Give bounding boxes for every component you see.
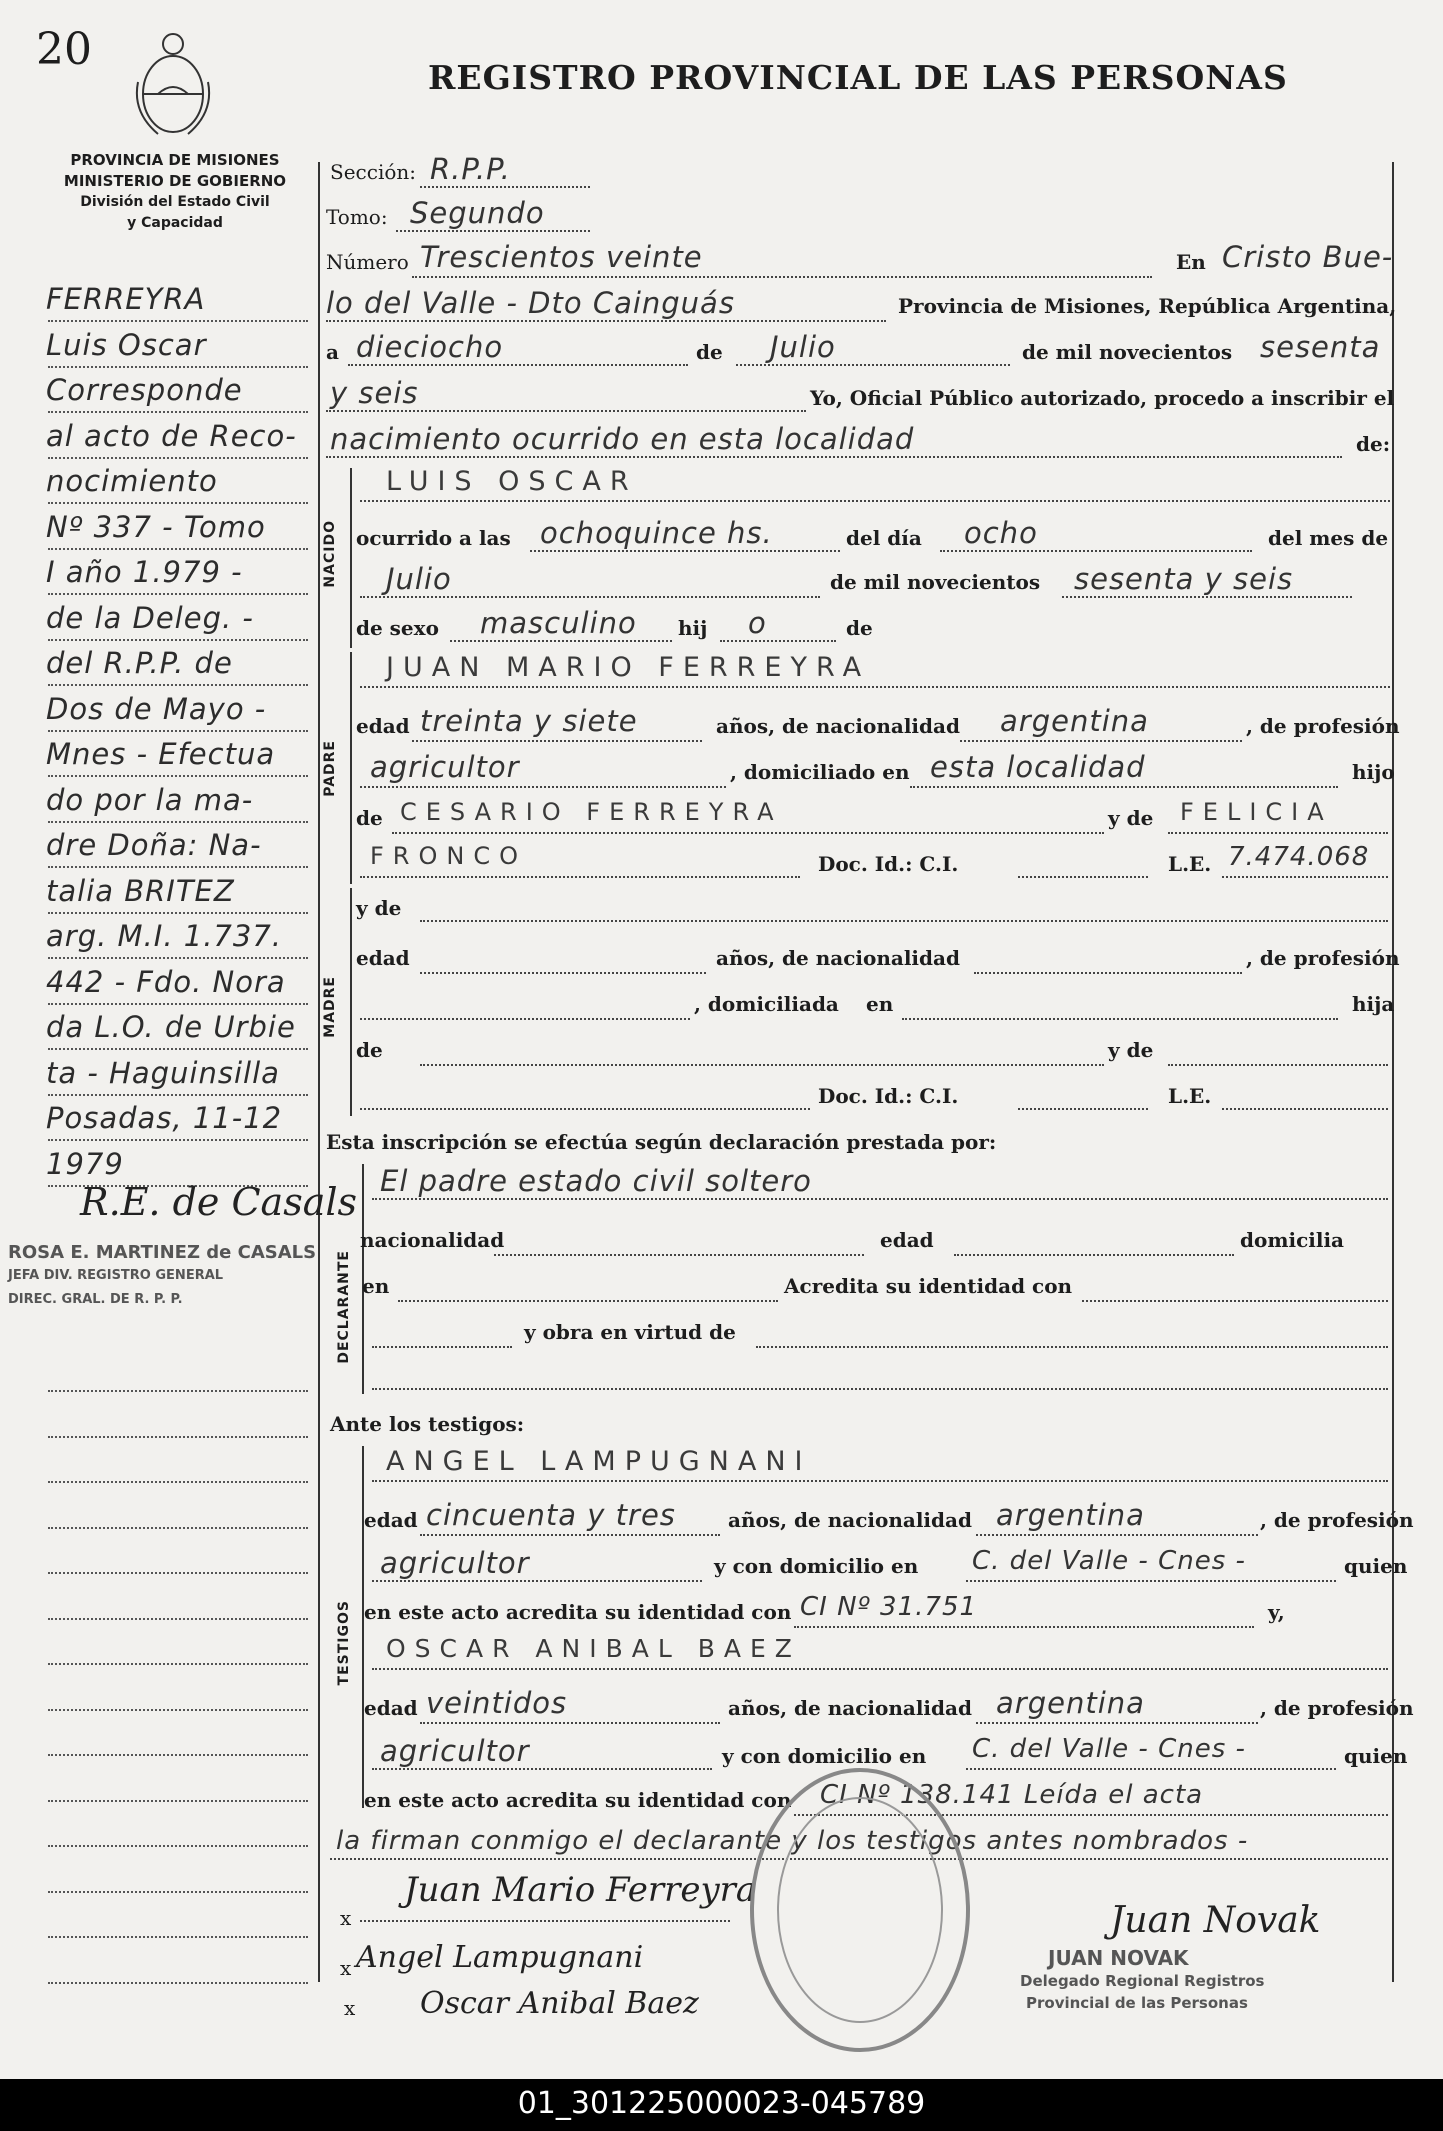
madre-domiciliada-label: , domiciliada	[694, 992, 839, 1016]
padre-nombre: JUAN MARIO FERREYRA	[386, 652, 871, 683]
testigo1-nombre: ANGEL LAMPUGNANI	[386, 1446, 812, 1477]
margin-rule	[48, 411, 308, 413]
margin-rule	[48, 366, 308, 368]
margin-rule	[48, 1527, 308, 1529]
testigos-intro: Ante los testigos:	[330, 1412, 525, 1436]
margin-note-line: 1979	[46, 1146, 124, 1181]
padre-edad-label: edad	[356, 714, 410, 738]
testigo1-quien-label: quien	[1344, 1554, 1408, 1578]
padre-tag: PADRE	[322, 740, 338, 797]
coat-of-arms-icon	[128, 22, 218, 142]
padre-brace	[350, 652, 352, 884]
declarante-edad-line	[954, 1254, 1234, 1256]
madre-de-label: de	[356, 1038, 383, 1062]
declarante-virtud-label: y obra en virtud de	[524, 1320, 736, 1344]
margin-note-line: FERREYRA	[46, 282, 206, 316]
numero-line	[412, 276, 1152, 278]
margin-note-line: talia BRITEZ	[46, 873, 235, 908]
margin-note-line: de la Deleg. -	[46, 600, 254, 635]
madre-anos-label: años, de nacionalidad	[716, 946, 960, 970]
office-line-3: División del Estado Civil	[80, 194, 270, 210]
testigo2-profesion-value: agricultor	[380, 1734, 530, 1768]
tomo-line	[396, 230, 590, 232]
testigo1-y-label: y,	[1268, 1600, 1285, 1624]
official-seal-stamp	[740, 1760, 980, 2060]
margin-note-line: do por la ma-	[46, 782, 254, 817]
margin-note-line: ta - Haguinsilla	[46, 1055, 280, 1090]
madre-extra-line	[360, 1108, 810, 1110]
padre-profesion-line	[360, 786, 726, 788]
madre-tag: MADRE	[322, 976, 338, 1038]
nacido-nombre-line	[360, 500, 1390, 502]
margin-stamp-line-1: ROSA E. MARTINEZ de CASALS	[8, 1242, 317, 1263]
official-title-1: Delegado Regional Registros	[1020, 1972, 1265, 1990]
padre-le-line	[1222, 876, 1388, 878]
en-value-1: Cristo Bue-	[1222, 240, 1394, 274]
acto-line	[326, 456, 1342, 458]
numero-label: Número	[326, 250, 409, 274]
testigo2-edad-line	[420, 1722, 720, 1724]
padre-y-de-label: y de	[1108, 806, 1154, 830]
abuelo-paterno-line	[392, 832, 1104, 834]
tomo-label: Tomo:	[326, 205, 388, 229]
testigo1-edad-line	[420, 1534, 720, 1536]
margin-rule	[48, 457, 308, 459]
padre-domicilio-line	[910, 786, 1338, 788]
testigo1-profesion-label: , de profesión	[1260, 1508, 1414, 1532]
official-title-2: Provincial de las Personas	[1026, 1994, 1248, 2012]
margin-rule	[48, 1481, 308, 1483]
closing-text: la firman conmigo el declarante y los testigos antes nombrados -	[336, 1826, 1249, 1856]
nacido-dia-line	[940, 550, 1252, 552]
en-line	[326, 320, 886, 322]
office-line-1: PROVINCIA DE MISIONES	[70, 151, 280, 169]
margin-rule	[48, 730, 308, 732]
margin-note-line: Corresponde	[46, 373, 243, 407]
del-dia-label: del día	[846, 526, 922, 550]
mark-2: x	[340, 1956, 352, 1980]
testigo1-domicilio-value: C. del Valle - Cnes -	[972, 1546, 1246, 1576]
document-id: 01_301225000023-045789	[517, 2086, 926, 2121]
madre-y-de-label: y de	[356, 896, 402, 920]
seccion-value: R.P.P.	[430, 152, 511, 186]
declarante-edad-label: edad	[880, 1228, 934, 1252]
margin-rule	[48, 1663, 308, 1665]
margin-rule	[48, 957, 308, 959]
margin-note-line: 442 - Fdo. Nora	[46, 964, 286, 999]
margin-note-line: Nº 337 - Tomo	[46, 509, 266, 544]
margin-rule	[48, 1936, 308, 1938]
anio-value-2: y seis	[330, 376, 419, 410]
testigo2-edad-value: veintidos	[426, 1686, 568, 1720]
testigo2-anos-label: años, de nacionalidad	[728, 1696, 972, 1720]
testigo1-edad-value: cincuenta y tres	[426, 1498, 676, 1532]
testigo2-quien-label: quien	[1344, 1744, 1408, 1768]
testigo2-profesion-line	[372, 1768, 712, 1770]
hora-value: ochoquince hs.	[540, 516, 773, 550]
margin-rule	[48, 1094, 308, 1096]
nacido-mes-line	[360, 596, 820, 598]
madre-profesion-line	[360, 1018, 690, 1020]
provincia-text: Provincia de Misiones, República Argentina,	[898, 294, 1397, 318]
dia-line	[348, 364, 688, 366]
madre-domicilio-line	[902, 1018, 1338, 1020]
testigo2-domicilio-value: C. del Valle - Cnes -	[972, 1734, 1246, 1764]
nacido-dia-value: ocho	[964, 516, 1038, 550]
del-mes-label: del mes de	[1268, 526, 1389, 550]
acto-value: nacimiento ocurrido en esta localidad	[330, 422, 915, 456]
margin-rule	[48, 821, 308, 823]
testigo2-edad-label: edad	[364, 1696, 418, 1720]
issuing-office	[40, 150, 310, 234]
official-signature: Juan Novak	[1110, 1900, 1321, 1941]
declarante-acredita-line	[1082, 1300, 1388, 1302]
declarante-intro: Esta inscripción se efectúa según declaración prestada por:	[326, 1130, 997, 1154]
office-line-4: y Capacidad	[127, 215, 223, 231]
nacido-anio-value: sesenta y seis	[1074, 562, 1294, 596]
testigo1-nacionalidad-value: argentina	[996, 1498, 1145, 1532]
madre-le-line	[1222, 1108, 1388, 1110]
margin-note-line: del R.P.P. de	[46, 646, 233, 680]
margin-stamp-line-3: DIREC. GRAL. DE R. P. P.	[8, 1292, 183, 1307]
office-line-2: MINISTERIO DE GOBIERNO	[63, 172, 287, 190]
nacido-nombre: LUIS OSCAR	[386, 466, 638, 497]
madre-en-label: en	[866, 992, 894, 1016]
margin-note-line: nocimiento	[46, 464, 218, 498]
margin-rule	[48, 1891, 308, 1893]
declarante-acredita-label: Acredita su identidad con	[784, 1274, 1073, 1298]
padre-domicilio-value: esta localidad	[930, 750, 1146, 784]
testigos-brace	[362, 1446, 364, 1808]
testigos-tag: TESTIGOS	[336, 1600, 352, 1686]
declarante-nacionalidad-line	[494, 1254, 864, 1256]
margin-rule	[48, 1754, 308, 1756]
signature-line-1	[360, 1920, 730, 1922]
testigo2-domicilio-line	[966, 1768, 1336, 1770]
abuela-materna-line	[1168, 1064, 1388, 1066]
margin-rule	[48, 1003, 308, 1005]
madre-edad-line	[420, 972, 706, 974]
anio-value-1: sesenta	[1260, 330, 1381, 364]
seccion-label: Sección:	[330, 160, 416, 184]
madre-y-de-label-2: y de	[1108, 1038, 1154, 1062]
padre-nombre-line	[360, 686, 1390, 688]
margin-rule	[48, 1709, 308, 1711]
nacido-mes-value: Julio	[386, 562, 452, 596]
margin-rule	[48, 912, 308, 914]
padre-edad-line	[412, 740, 702, 742]
margin-rule	[48, 1139, 308, 1141]
abuelo-materno-line	[420, 1064, 1104, 1066]
de-label: de	[696, 340, 723, 364]
padre-de-label: de	[356, 806, 383, 830]
padre-domiciliado-label: , domiciliado en	[730, 760, 910, 784]
oficial-text: Yo, Oficial Público autorizado, procedo a inscribir el	[810, 386, 1395, 410]
margin-rule	[48, 866, 308, 868]
testigo1-acredita-label: en este acto acredita su identidad con	[364, 1600, 792, 1624]
testigo1-profesion-value: agricultor	[380, 1546, 530, 1580]
margin-note-line: Dos de Mayo -	[46, 691, 267, 726]
declarante-obra-pre-line	[372, 1346, 512, 1348]
document-title: REGISTRO PROVINCIAL DE LAS PERSONAS	[428, 58, 1288, 97]
declarante-virtud-line	[756, 1346, 1388, 1348]
mil-label: de mil novecientos	[1022, 340, 1233, 364]
abuela-paterna-1: FELICIA	[1180, 798, 1333, 826]
margin-rule	[48, 548, 308, 550]
declarante-nacionalidad-label: nacionalidad	[360, 1228, 505, 1252]
testigo2-profesion-label: , de profesión	[1260, 1696, 1414, 1720]
padre-ci-line	[1018, 876, 1148, 878]
testigo2-nacionalidad-value: argentina	[996, 1686, 1145, 1720]
en-value-2: lo del Valle - Dto Cainguás	[326, 286, 735, 320]
margin-rule	[48, 1572, 308, 1574]
margin-rule	[48, 320, 308, 322]
hijo-value: o	[748, 606, 767, 640]
margin-note-line: al acto de Reco-	[46, 418, 297, 453]
margin-rule	[48, 684, 308, 686]
dia-value: dieciocho	[356, 330, 504, 364]
margin-rule	[48, 1390, 308, 1392]
padre-edad-value: treinta y siete	[420, 704, 638, 738]
testigo1-doc-line	[794, 1626, 1254, 1628]
testigo1-nacionalidad-line	[976, 1534, 1258, 1536]
margin-note-line: Mnes - Efectua	[46, 737, 276, 771]
abuela-paterna-line	[1168, 832, 1388, 834]
margin-rule	[48, 1048, 308, 1050]
declarante-tag: DECLARANTE	[336, 1250, 352, 1364]
padre-anos-label: años, de nacionalidad	[716, 714, 960, 738]
tomo-value: Segundo	[410, 196, 545, 230]
margin-rule	[48, 1845, 308, 1847]
anio-line	[326, 410, 806, 412]
margin-rule	[48, 593, 308, 595]
abuela-paterna-2-line	[360, 876, 800, 878]
testigo2-nacionalidad-line	[976, 1722, 1258, 1724]
abuelo-paterno: CESARIO FERREYRA	[400, 798, 783, 826]
padre-profesion-label: , de profesión	[1246, 714, 1400, 738]
abuela-paterna-2: FRONCO	[370, 842, 527, 870]
testigo1-profesion-line	[372, 1580, 702, 1582]
ocurrido-label: ocurrido a las	[356, 526, 511, 550]
padre-le-label: L.E.	[1168, 852, 1212, 876]
margin-note-line: Posadas, 11-12	[46, 1101, 283, 1135]
margin-rule	[48, 1800, 308, 1802]
padre-nacionalidad-value: argentina	[1000, 704, 1149, 738]
mark-1: x	[340, 1906, 352, 1930]
testigo1-nombre-line	[372, 1480, 1388, 1482]
nacido-brace	[350, 468, 352, 648]
declarante-value: El padre estado civil soltero	[380, 1164, 812, 1198]
margin-note-line: arg. M.I. 1.737.	[46, 919, 283, 953]
declarante-domicilia-label: domicilia	[1240, 1228, 1345, 1252]
madre-edad-label: edad	[356, 946, 410, 970]
nacido-de-label: de	[846, 616, 873, 640]
testigo1-domicilio-line	[966, 1580, 1336, 1582]
hijo-label: hij	[678, 616, 708, 640]
declarante-line	[372, 1198, 1388, 1200]
nacido-anio-line	[1062, 596, 1352, 598]
de-colon: de:	[1356, 432, 1391, 456]
madre-nombre-line	[420, 920, 1388, 922]
nacido-tag: NACIDO	[322, 520, 338, 588]
margin-note-line: Luis Oscar	[46, 327, 207, 362]
page-number: 20	[36, 24, 92, 75]
margin-stamp-line-2: JEFA DIV. REGISTRO GENERAL	[8, 1268, 224, 1283]
testigo2-signature: Oscar Anibal Baez	[420, 1986, 699, 2021]
madre-doc-label: Doc. Id.: C.I.	[818, 1084, 959, 1108]
hijo-line	[720, 640, 836, 642]
margin-rule	[48, 775, 308, 777]
madre-hija-label: hija	[1352, 992, 1395, 1016]
madre-le-label: L.E.	[1168, 1084, 1212, 1108]
testigo1-edad-label: edad	[364, 1508, 418, 1532]
sexo-label: de sexo	[356, 616, 439, 640]
numero-value: Trescientos veinte	[420, 240, 703, 274]
sexo-line	[450, 640, 672, 642]
margin-note-line: dre Doña: Na-	[46, 828, 262, 862]
testigo2-domicilio-label: y con domicilio en	[722, 1744, 927, 1768]
margin-note-line: da L.O. de Urbie	[46, 1010, 296, 1044]
mes-line	[736, 364, 1010, 366]
testigo2-acredita-label: en este acto acredita su identidad con	[364, 1788, 792, 1812]
padre-nacionalidad-line	[960, 740, 1242, 742]
testigo2-nombre: OSCAR ANIBAL BAEZ	[386, 1634, 801, 1663]
nacido-mil-label: de mil novecientos	[830, 570, 1041, 594]
hora-line	[530, 550, 840, 552]
testigo1-domicilio-label: y con domicilio en	[714, 1554, 919, 1578]
padre-profesion-value: agricultor	[370, 750, 520, 784]
padre-signature: Juan Mario Ferreyra	[404, 1870, 757, 1910]
margin-rule	[48, 502, 308, 504]
en-label: En	[1176, 250, 1206, 274]
padre-hijo-label: hijo	[1352, 760, 1395, 784]
madre-nacionalidad-line	[974, 972, 1242, 974]
a-label: a	[326, 340, 339, 364]
testigo1-signature: Angel Lampugnani	[356, 1940, 644, 1975]
mark-3: x	[344, 1996, 356, 2020]
testigo2-doc-value: CI Nº 138.141 Leída el acta	[820, 1780, 1204, 1810]
margin-note-line: I año 1.979 -	[46, 555, 243, 589]
declarante-extra-line	[372, 1388, 1388, 1390]
madre-ci-line	[1018, 1108, 1148, 1110]
margin-signature: R.E. de Casals	[80, 1180, 358, 1224]
declarante-en-line	[398, 1300, 778, 1302]
madre-brace	[350, 888, 352, 1116]
declarante-en-label: en	[362, 1274, 390, 1298]
margin-rule	[48, 639, 308, 641]
margin-rule	[48, 1436, 308, 1438]
testigo1-anos-label: años, de nacionalidad	[728, 1508, 972, 1532]
mes-value: Julio	[770, 330, 836, 364]
padre-doc-label: Doc. Id.: C.I.	[818, 852, 959, 876]
margin-rule	[48, 1982, 308, 1984]
testigo2-nombre-line	[372, 1668, 1388, 1670]
seccion-line	[420, 186, 590, 188]
testigo1-doc-value: CI Nº 31.751	[800, 1592, 978, 1622]
sexo-value: masculino	[480, 606, 637, 640]
official-name: JUAN NOVAK	[1048, 1946, 1189, 1970]
margin-rule	[48, 1618, 308, 1620]
padre-le-value: 7.474.068	[1228, 842, 1370, 872]
madre-profesion-label: , de profesión	[1246, 946, 1400, 970]
